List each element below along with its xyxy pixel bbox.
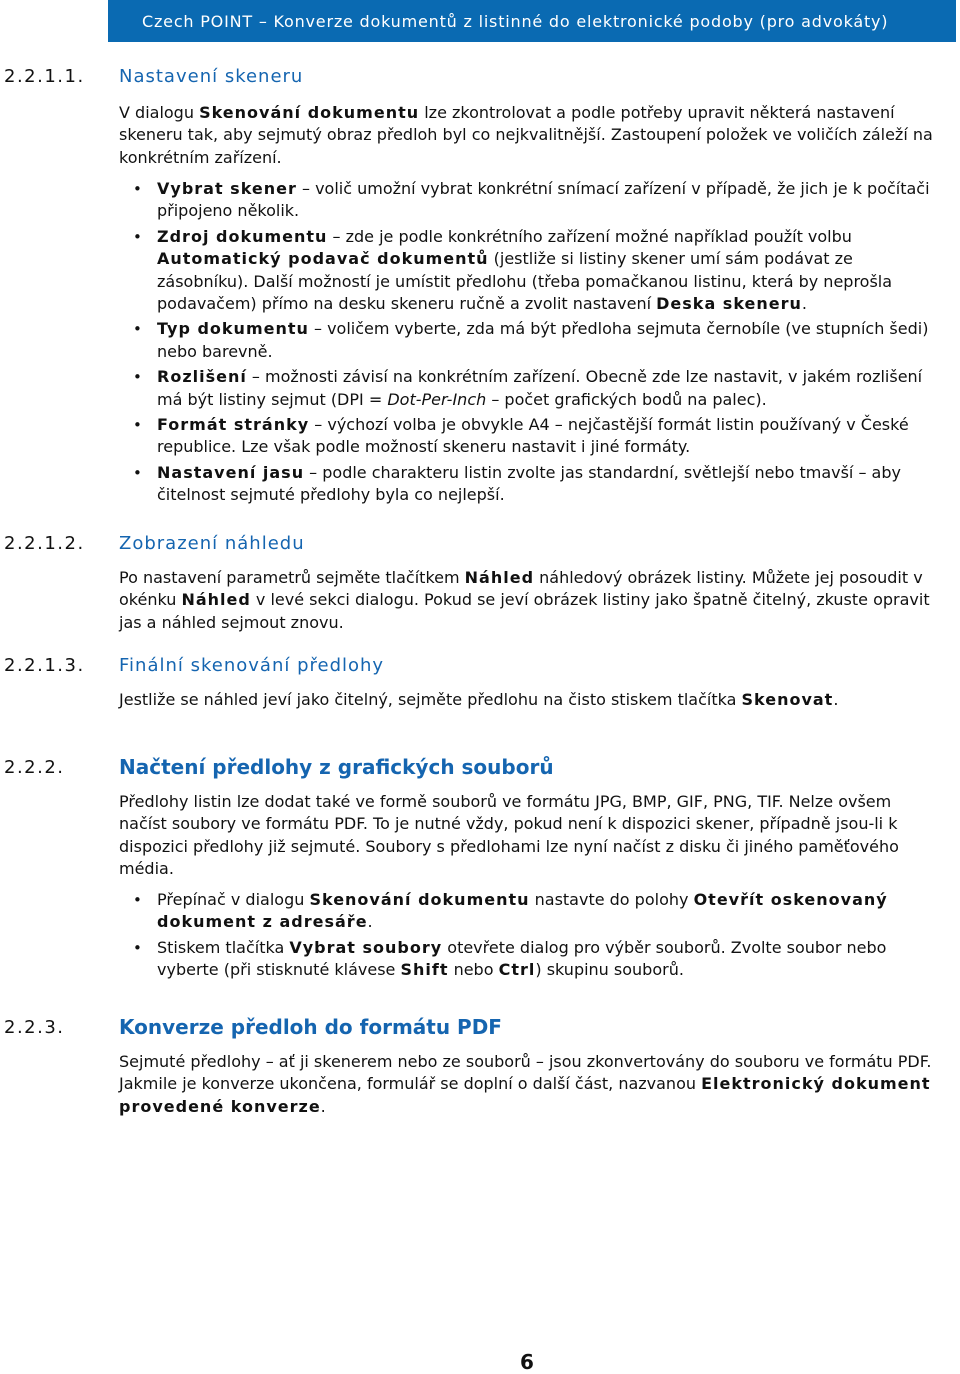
- paragraph: Předlohy listin lze dodat také ve formě souborů ve formátu JPG, BMP, GIF, PNG, TIF. Nelze ovšem načíst soubory ve formátu PDF. To je nutné vždy, pokud není k dispozici skener, případně jsou-li k dispozici předlohy již sejmuté. Soubory s předlohami lze nyní načíst z disku či jiného paměťového média.: [119, 792, 899, 879]
- bullet-list: [157, 889, 941, 985]
- list-item: • Vybrat skener – volič umožní vybrat konkrétní snímací zařízení v případě, že jich je k počítači připojeno několik.: [157, 178, 941, 223]
- paragraph: V dialogu Skenování dokumentu lze zkontrolovat a podle potřeby upravit některá nastavení skeneru tak, aby sejmutý obraz předloh byl co nejkvalitnější. Zastoupení položek ve voličích záleží na konkrétním zařízení.: [119, 103, 933, 167]
- section-heading: Finální skenování předlohy: [119, 655, 385, 676]
- section-heading: Konverze předloh do formátu PDF: [119, 1015, 502, 1039]
- section-heading: Načtení předlohy z grafických souborů: [119, 755, 554, 779]
- paragraph: Sejmuté předlohy – ať ji skenerem nebo ze souborů – jsou zkonvertovány do souboru ve formátu PDF. Jakmile je konverze ukončena, formulář se doplní o další část, nazvanou Elektronický dokument provedené konverze.: [119, 1052, 932, 1116]
- section-number: 2.2.1.2.: [4, 533, 85, 554]
- page-header: Czech POINT – Konverze dokumentů z listinné do elektronické podoby (pro advokáty): [108, 0, 956, 42]
- list-item: • Nastavení jasu – podle charakteru listin zvolte jas standardní, světlejší nebo tmavší – aby čitelnost sejmuté předlohy byla co nejlepší.: [157, 462, 941, 507]
- section-heading: Nastavení skeneru: [119, 66, 304, 87]
- bullet-list: [157, 178, 941, 510]
- section-number: 2.2.1.3.: [4, 655, 85, 676]
- section-number: 2.2.3.: [4, 1017, 65, 1038]
- list-item: • Rozlišení – možnosti závisí na konkrétním zařízení. Obecně zde lze nastavit, v jakém rozlišení má být listiny sejmut (DPI = Dot-Per-Inch – počet grafických bodů na palec).: [157, 366, 941, 411]
- list-item: • Typ dokumentu – voličem vyberte, zda má být předloha sejmuta černobíle (ve stupních šedi) nebo barevně.: [157, 318, 941, 363]
- list-item: • Přepínač v dialogu Skenování dokumentu nastavte do polohy Otevřít oskenovaný dokument z adresáře.: [157, 889, 941, 934]
- page-number: 6: [520, 1350, 534, 1374]
- section-heading: Zobrazení náhledu: [119, 533, 305, 554]
- section-number: 2.2.2.: [4, 757, 65, 778]
- section-number: 2.2.1.1.: [4, 66, 85, 87]
- list-item: • Stiskem tlačítka Vybrat soubory otevřete dialog pro výběr souborů. Zvolte soubor nebo vyberte (při stisknuté klávese Shift nebo Ctrl) skupinu souborů.: [157, 937, 941, 982]
- paragraph: Po nastavení parametrů sejměte tlačítkem Náhled náhledový obrázek listiny. Můžete jej posoudit v okénku Náhled v levé sekci dialogu. Pokud se jeví obrázek listiny jako špatně čitelný, zkuste opravit jas a náhled sejmout znovu.: [119, 568, 930, 632]
- paragraph: Jestliže se náhled jeví jako čitelný, sejměte předlohu na čisto stiskem tlačítka Skenovat.: [119, 690, 839, 709]
- list-item: • Zdroj dokumentu – zde je podle konkrétního zařízení možné například použít volbu Automatický podavač dokumentů (jestliže si listiny skener umí sám podávat ze zásobníku). Další možností je umístit předlohu (třeba pomačkanou listinu, která by neprošla podavačem) přímo na desku skeneru ručně a zvolit nastavení Deska skeneru.: [157, 226, 941, 316]
- list-item: • Formát stránky – výchozí volba je obvykle A4 – nejčastější formát listin používaný v České republice. Lze však podle možností skeneru nastavit i jiné formáty.: [157, 414, 941, 459]
